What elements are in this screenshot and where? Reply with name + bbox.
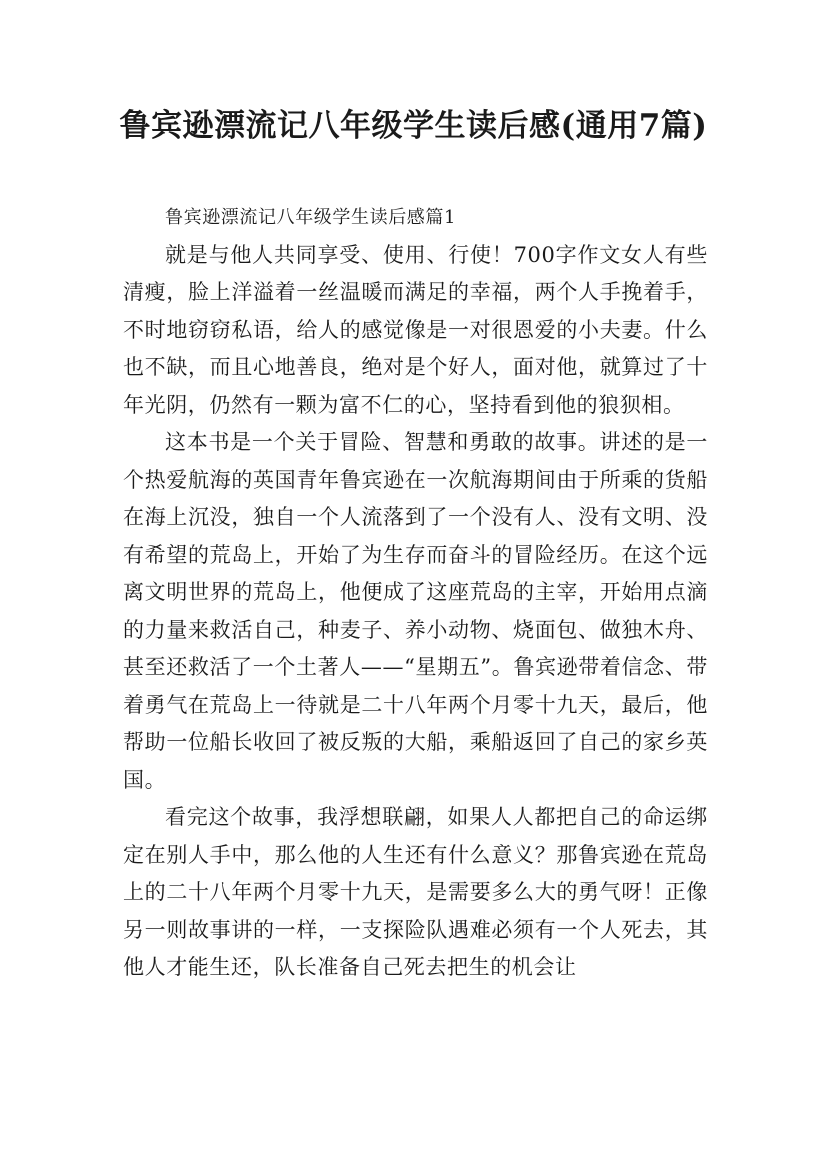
document-title: 鲁宾逊漂流记八年级学生读后感(通用7篇) xyxy=(119,108,708,144)
body-paragraph: 就是与他人共同享受、使用、行使！700字作文女人有些清瘦，脸上洋溢着一丝温暖而满足的幸福，两个人手挽着手，不时地窃窃私语，给人的感觉像是一对很恩爱的小夫妻。什么也不缺，而且心地善良，绝对是个好人，面对他，就算过了十年光阴，仍然有一颗为富不仁的心，坚持看到他的狼狈相。 xyxy=(123,242,708,417)
body-paragraph: 看完这个故事，我浮想联翩，如果人人都把自己的命运绑定在别人手中，那么他的人生还有什么意义？那鲁宾逊在荒岛上的二十八年两个月零十九天，是需要多么大的勇气呀！正像另一则故事讲的一样，一支探险队遇难必须有一个人死去，其他人才能生还，队长准备自己死去把生的机会让 xyxy=(123,805,708,979)
document-body xyxy=(123,199,708,987)
body-paragraph: 这本书是一个关于冒险、智慧和勇敢的故事。讲述的是一个热爱航海的英国青年鲁宾逊在一次航海期间由于所乘的货船在海上沉没，独自一个人流落到了一个没有人、没有文明、没有希望的荒岛上，开始了为生存而奋斗的冒险经历。在这个远离文明世界的荒岛上，他便成了这座荒岛的主宰，开始用点滴的力量来救活自己，种麦子、养小动物、烧面包、做独木舟、甚至还救活了一个土著人——“星期五”。鲁宾逊带着信念、带着勇气在荒岛上一待就是二十八年两个月零十九天，最后，他帮助一位船长收回了被反叛的大船，乘船返回了自己的家乡英国。 xyxy=(123,430,708,792)
section-heading: 鲁宾逊漂流记八年级学生读后感篇1 xyxy=(165,207,457,228)
